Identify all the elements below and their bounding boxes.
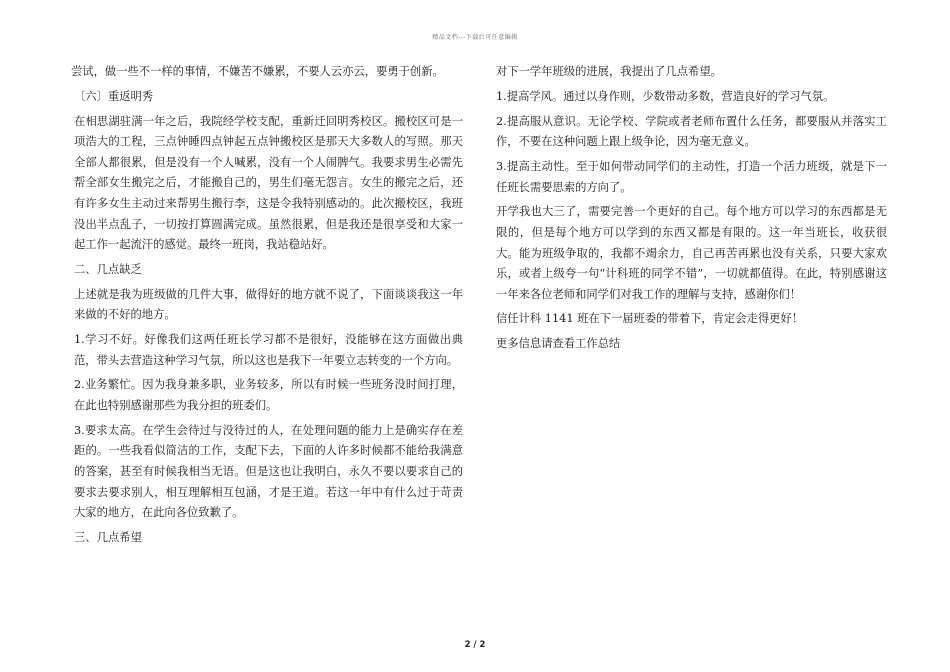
left-column (71, 62, 463, 553)
list-item: 2.业务繁忙。因为我身兼多职，业务较多，所以有时候一些班务没时间打理，在此也特别感谢那些为我分担的班委们。 (74, 378, 463, 413)
section-heading: 〔六〕重返明秀 (74, 89, 154, 103)
section-heading: 二、几点缺乏 (74, 262, 142, 276)
section-heading: 三、几点希望 (74, 530, 142, 544)
paragraph: 尝试，做一些不一样的事情，不嫌苦不嫌累，不要人云亦云，要勇于创新。 (71, 65, 444, 78)
paragraph: 更多信息请查看工作总结 (496, 337, 621, 351)
list-item: 1.提高学风。通过以身作则，少数带动多数，营造良好的学习气氛。 (496, 89, 835, 103)
list-item: 2.提高服从意识。无论学校、学院或者老师布置什么任务，都要服从并落实工作，不要在这种问题上跟上级争论，因为毫无意义。 (496, 114, 887, 149)
paragraph: 开学我也大三了，需要完善一个更好的自己。每个地方可以学习的东西都是无限的，但是每个地方可以学到的东西又都是有限的。这一年当班长，收获很大。能为班级争取的，我都不竭余力，自己再苦再累也没有关系，只要大家欢乐，或者上级夸一句“计科班的同学不错”，一切就都值得。在此，特别感谢这一年来各位老师和同学们对我工作的理解与支持，感谢你们！ (496, 205, 887, 301)
list-item: 3.提高主动性。至于如何带动同学们的主动性，打造一个活力班级，就是下一任班长需要思索的方向了。 (496, 159, 887, 194)
list-item: 3.要求太高。在学生会待过与没待过的人，在处理问题的能力上是确实存在差距的。一些我看似简洁的工作，支配下去，下面的人许多时候都不能给我满意的答案，甚至有时候我相当无语。但是这也让我明白，永久不要以要求自己的要求去要求别人，相互理解相互包涵，才是王道。若这一年中有什么过于苛责大家的地方，在此向各位致歉了。 (74, 423, 463, 520)
page-header: 精品文档---下载后可任意编辑 (432, 34, 518, 41)
paragraph: 对下一学年班级的进展，我提出了几点希望。 (496, 65, 722, 78)
list-item: 1.学习不好。好像我们这两任班长学习都不是很好，没能够在这方面做出典范，带头去营造这种学习气氛，所以这也是我下一年要立志转变的一个方向。 (74, 333, 463, 367)
paragraph: 在相思湖驻满一年之后，我院经学校支配，重新迁回明秀校区。搬校区可是一项浩大的工程，三点钟睡四点钟起五点钟搬校区是那天大多数人的写照。那天全部人都很累，但是没有一个人喊累，没有一个人闹脾气。我要求男生必需先帮全部女生搬完之后，才能搬自己的，男生们毫无怨言。女生的搬完之后，还有许多女生主动过来帮男生搬行李，这是令我特别感动的。此次搬校区，我班没出半点乱子，一切按打算圆满完成。虽然很累，但是我还是很享受和大家一起工作一起流汗的感觉。最终一班岗，我站稳站好。 (74, 114, 463, 252)
paragraph: 信任计科 1141 班在下一届班委的带着下，肯定会走得更好！ (496, 312, 804, 326)
page-number: 2 / 2 (464, 640, 486, 650)
paragraph: 上述就是我为班级做的几件大事，做得好的地方就不说了，下面谈谈我这一年来做的不好的地方。 (74, 287, 463, 322)
right-column (493, 62, 887, 359)
